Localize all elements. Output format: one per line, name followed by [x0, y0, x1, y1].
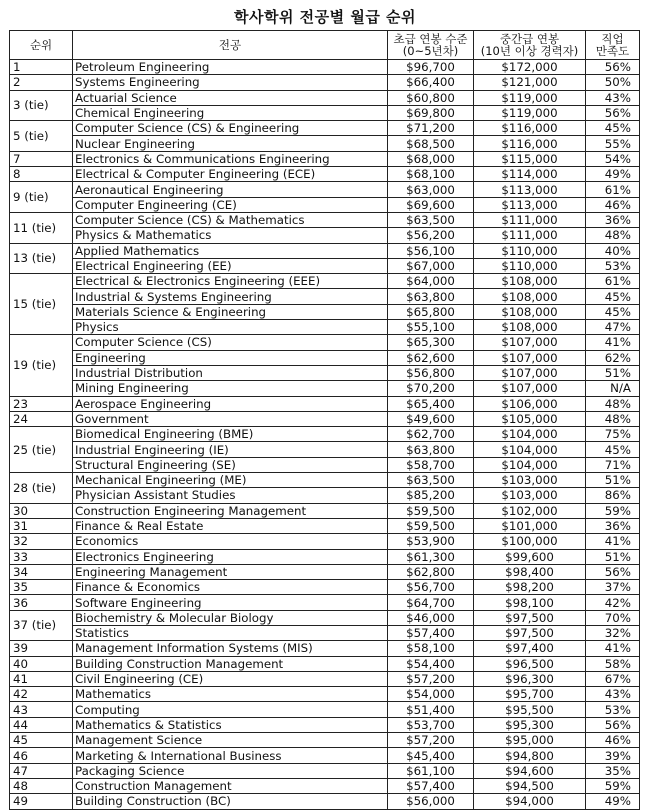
mid-salary-cell: $114,000 [474, 167, 586, 182]
early-salary-cell: $62,700 [388, 427, 474, 442]
header-mid-salary-line2: (10년 이상 경력자) [480, 44, 579, 58]
header-early-salary [388, 31, 474, 60]
major-cell: Computer Science (CS) & Mathematics [73, 212, 388, 227]
early-salary-cell: $57,400 [388, 778, 474, 793]
mid-salary-cell: $113,000 [474, 197, 586, 212]
satisfaction-cell: 45% [586, 304, 640, 319]
table-row [10, 549, 640, 564]
rank-cell: 33 [10, 549, 73, 564]
major-cell: Structural Engineering (SE) [73, 457, 388, 472]
rank-cell: 40 [10, 656, 73, 671]
early-salary-cell: $62,800 [388, 564, 474, 579]
table-row [10, 182, 640, 197]
rank-cell: 15 (tie) [10, 274, 73, 335]
major-cell: Physics & Mathematics [73, 228, 388, 243]
major-cell: Construction Management [73, 778, 388, 793]
early-salary-cell: $71,200 [388, 121, 474, 136]
early-salary-cell: $64,000 [388, 274, 474, 289]
early-salary-cell: $46,000 [388, 610, 474, 625]
major-cell: Computer Science (CS) & Engineering [73, 121, 388, 136]
early-salary-cell: $65,800 [388, 304, 474, 319]
table-row [10, 473, 640, 488]
table-row [10, 335, 640, 350]
major-cell: Nuclear Engineering [73, 136, 388, 151]
table-row [10, 289, 640, 304]
rank-cell: 8 [10, 167, 73, 182]
rank-cell: 43 [10, 702, 73, 717]
early-salary-cell: $70,200 [388, 381, 474, 396]
rank-cell: 2 [10, 75, 73, 90]
mid-salary-cell: $99,600 [474, 549, 586, 564]
major-cell: Petroleum Engineering [73, 60, 388, 75]
major-cell: Management Science [73, 733, 388, 748]
mid-salary-cell: $101,000 [474, 518, 586, 533]
early-salary-cell: $57,200 [388, 671, 474, 686]
rank-cell: 34 [10, 564, 73, 579]
rank-cell: 32 [10, 534, 73, 549]
major-cell: Computing [73, 702, 388, 717]
major-cell: Management Information Systems (MIS) [73, 641, 388, 656]
mid-salary-cell: $113,000 [474, 182, 586, 197]
major-cell: Electronics Engineering [73, 549, 388, 564]
mid-salary-cell: $105,000 [474, 411, 586, 426]
early-salary-cell: $85,200 [388, 488, 474, 503]
header-mid-salary [474, 31, 586, 60]
early-salary-cell: $45,400 [388, 748, 474, 763]
table-row [10, 671, 640, 686]
mid-salary-cell: $108,000 [474, 320, 586, 335]
major-cell: Computer Engineering (CE) [73, 197, 388, 212]
major-cell: Finance & Economics [73, 580, 388, 595]
early-salary-cell: $49,600 [388, 411, 474, 426]
major-cell: Mechanical Engineering (ME) [73, 473, 388, 488]
rank-cell: 28 (tie) [10, 473, 73, 504]
mid-salary-cell: $108,000 [474, 289, 586, 304]
early-salary-cell: $60,800 [388, 90, 474, 105]
rank-cell: 25 (tie) [10, 427, 73, 473]
early-salary-cell: $64,700 [388, 595, 474, 610]
satisfaction-cell: 58% [586, 656, 640, 671]
mid-salary-cell: $95,500 [474, 702, 586, 717]
satisfaction-cell: 59% [586, 778, 640, 793]
mid-salary-cell: $107,000 [474, 365, 586, 380]
major-cell: Packaging Science [73, 763, 388, 778]
satisfaction-cell: 70% [586, 610, 640, 625]
table-body [10, 60, 640, 810]
major-cell: Industrial Engineering (IE) [73, 442, 388, 457]
early-salary-cell: $63,800 [388, 289, 474, 304]
major-cell: Economics [73, 534, 388, 549]
mid-salary-cell: $106,000 [474, 396, 586, 411]
rank-cell: 24 [10, 411, 73, 426]
satisfaction-cell: 48% [586, 396, 640, 411]
rank-cell: 1 [10, 60, 73, 75]
early-salary-cell: $56,200 [388, 228, 474, 243]
rank-cell: 9 (tie) [10, 182, 73, 213]
mid-salary-cell: $103,000 [474, 473, 586, 488]
mid-salary-cell: $102,000 [474, 503, 586, 518]
satisfaction-cell: 36% [586, 212, 640, 227]
rank-cell: 46 [10, 748, 73, 763]
satisfaction-cell: 51% [586, 549, 640, 564]
satisfaction-cell: 61% [586, 274, 640, 289]
major-cell: Electronics & Communications Engineering [73, 151, 388, 166]
major-cell: Systems Engineering [73, 75, 388, 90]
early-salary-cell: $67,000 [388, 258, 474, 273]
mid-salary-cell: $95,700 [474, 687, 586, 702]
table-row [10, 197, 640, 212]
major-cell: Physics [73, 320, 388, 335]
major-cell: Electrical Engineering (EE) [73, 258, 388, 273]
satisfaction-cell: 56% [586, 564, 640, 579]
satisfaction-cell: 46% [586, 733, 640, 748]
mid-salary-cell: $96,300 [474, 671, 586, 686]
early-salary-cell: $51,400 [388, 702, 474, 717]
satisfaction-cell: 36% [586, 518, 640, 533]
early-salary-cell: $53,700 [388, 717, 474, 732]
major-cell: Mining Engineering [73, 381, 388, 396]
rank-cell: 44 [10, 717, 73, 732]
major-cell: Chemical Engineering [73, 105, 388, 120]
mid-salary-cell: $104,000 [474, 427, 586, 442]
early-salary-cell: $56,700 [388, 580, 474, 595]
mid-salary-cell: $94,600 [474, 763, 586, 778]
satisfaction-cell: 53% [586, 702, 640, 717]
mid-salary-cell: $98,100 [474, 595, 586, 610]
rank-cell: 47 [10, 763, 73, 778]
table-row [10, 90, 640, 105]
mid-salary-cell: $121,000 [474, 75, 586, 90]
satisfaction-cell: 62% [586, 350, 640, 365]
rank-cell: 11 (tie) [10, 212, 73, 243]
satisfaction-cell: 43% [586, 90, 640, 105]
early-salary-cell: $54,000 [388, 687, 474, 702]
rank-cell: 5 (tie) [10, 121, 73, 152]
mid-salary-cell: $104,000 [474, 442, 586, 457]
table-row [10, 488, 640, 503]
rank-cell: 36 [10, 595, 73, 610]
mid-salary-cell: $94,500 [474, 778, 586, 793]
early-salary-cell: $96,700 [388, 60, 474, 75]
rank-cell: 37 (tie) [10, 610, 73, 641]
mid-salary-cell: $98,200 [474, 580, 586, 595]
major-cell: Electrical & Electronics Engineering (EEE) [73, 274, 388, 289]
early-salary-cell: $55,100 [388, 320, 474, 335]
table-row [10, 121, 640, 136]
rank-cell: 42 [10, 687, 73, 702]
major-cell: Engineering [73, 350, 388, 365]
major-cell: Building Construction (BC) [73, 794, 388, 809]
major-cell: Software Engineering [73, 595, 388, 610]
table-row [10, 228, 640, 243]
rank-cell: 3 (tie) [10, 90, 73, 121]
major-cell: Aerospace Engineering [73, 396, 388, 411]
mid-salary-cell: $107,000 [474, 381, 586, 396]
early-salary-cell: $59,500 [388, 518, 474, 533]
major-cell: Statistics [73, 625, 388, 640]
satisfaction-cell: 49% [586, 794, 640, 809]
satisfaction-cell: 48% [586, 411, 640, 426]
early-salary-cell: $57,200 [388, 733, 474, 748]
satisfaction-cell: 43% [586, 687, 640, 702]
table-row [10, 763, 640, 778]
early-salary-cell: $63,000 [388, 182, 474, 197]
mid-salary-cell: $108,000 [474, 274, 586, 289]
table-row [10, 687, 640, 702]
table-row [10, 396, 640, 411]
table-row [10, 381, 640, 396]
satisfaction-cell: 51% [586, 473, 640, 488]
rank-cell: 39 [10, 641, 73, 656]
major-cell: Finance & Real Estate [73, 518, 388, 533]
satisfaction-cell: 45% [586, 442, 640, 457]
major-cell: Industrial Distribution [73, 365, 388, 380]
header-major: 전공 [73, 31, 388, 60]
satisfaction-cell: 56% [586, 60, 640, 75]
header-satisfaction [586, 31, 640, 60]
major-cell: Applied Mathematics [73, 243, 388, 258]
mid-salary-cell: $119,000 [474, 90, 586, 105]
early-salary-cell: $57,400 [388, 625, 474, 640]
early-salary-cell: $68,000 [388, 151, 474, 166]
satisfaction-cell: 35% [586, 763, 640, 778]
satisfaction-cell: 32% [586, 625, 640, 640]
early-salary-cell: $66,400 [388, 75, 474, 90]
satisfaction-cell: 71% [586, 457, 640, 472]
table-row [10, 304, 640, 319]
page-title: 학사학위 전공별 월급 순위 [233, 8, 417, 26]
satisfaction-cell: 41% [586, 641, 640, 656]
table-row [10, 625, 640, 640]
mid-salary-cell: $107,000 [474, 335, 586, 350]
satisfaction-cell: 53% [586, 258, 640, 273]
mid-salary-cell: $97,500 [474, 610, 586, 625]
table-row [10, 610, 640, 625]
mid-salary-cell: $110,000 [474, 258, 586, 273]
rank-cell: 49 [10, 794, 73, 809]
header-satisfaction-line2: 만족도 [595, 44, 630, 58]
satisfaction-cell: 46% [586, 197, 640, 212]
mid-salary-cell: $98,400 [474, 564, 586, 579]
mid-salary-cell: $172,000 [474, 60, 586, 75]
satisfaction-cell: 56% [586, 717, 640, 732]
early-salary-cell: $56,100 [388, 243, 474, 258]
mid-salary-cell: $111,000 [474, 228, 586, 243]
rank-cell: 45 [10, 733, 73, 748]
mid-salary-cell: $94,800 [474, 748, 586, 763]
major-cell: Mathematics [73, 687, 388, 702]
satisfaction-cell: 39% [586, 748, 640, 763]
rank-cell: 23 [10, 396, 73, 411]
major-cell: Physician Assistant Studies [73, 488, 388, 503]
table-row [10, 243, 640, 258]
satisfaction-cell: 48% [586, 228, 640, 243]
satisfaction-cell: 41% [586, 335, 640, 350]
table-row [10, 518, 640, 533]
early-salary-cell: $61,100 [388, 763, 474, 778]
satisfaction-cell: 75% [586, 427, 640, 442]
rank-cell: 13 (tie) [10, 243, 73, 274]
early-salary-cell: $58,100 [388, 641, 474, 656]
table-row [10, 60, 640, 75]
major-cell: Civil Engineering (CE) [73, 671, 388, 686]
satisfaction-cell: 59% [586, 503, 640, 518]
mid-salary-cell: $97,400 [474, 641, 586, 656]
rank-cell: 7 [10, 151, 73, 166]
early-salary-cell: $59,500 [388, 503, 474, 518]
satisfaction-cell: N/A [586, 381, 640, 396]
early-salary-cell: $62,600 [388, 350, 474, 365]
mid-salary-cell: $116,000 [474, 121, 586, 136]
major-cell: Building Construction Management [73, 656, 388, 671]
table-row [10, 733, 640, 748]
major-cell: Construction Engineering Management [73, 503, 388, 518]
table-row [10, 350, 640, 365]
rank-cell: 19 (tie) [10, 335, 73, 396]
table-row [10, 702, 640, 717]
early-salary-cell: $53,900 [388, 534, 474, 549]
rank-cell: 35 [10, 580, 73, 595]
satisfaction-cell: 42% [586, 595, 640, 610]
satisfaction-cell: 45% [586, 121, 640, 136]
table-row [10, 151, 640, 166]
mid-salary-cell: $95,300 [474, 717, 586, 732]
mid-salary-cell: $104,000 [474, 457, 586, 472]
major-cell: Marketing & International Business [73, 748, 388, 763]
major-cell: Biochemistry & Molecular Biology [73, 610, 388, 625]
major-cell: Actuarial Science [73, 90, 388, 105]
table-row [10, 442, 640, 457]
mid-salary-cell: $108,000 [474, 304, 586, 319]
early-salary-cell: $69,800 [388, 105, 474, 120]
satisfaction-cell: 37% [586, 580, 640, 595]
table-row [10, 717, 640, 732]
mid-salary-cell: $115,000 [474, 151, 586, 166]
mid-salary-cell: $103,000 [474, 488, 586, 503]
mid-salary-cell: $95,000 [474, 733, 586, 748]
early-salary-cell: $56,000 [388, 794, 474, 809]
header-early-salary-line1: 초급 연봉 수준 [393, 32, 468, 46]
satisfaction-cell: 61% [586, 182, 640, 197]
table-row [10, 503, 640, 518]
table-row [10, 212, 640, 227]
early-salary-cell: $61,300 [388, 549, 474, 564]
table-row [10, 794, 640, 809]
early-salary-cell: $54,400 [388, 656, 474, 671]
header-early-salary-line2: (0~5년차) [402, 44, 459, 58]
header-rank: 순위 [10, 31, 73, 60]
major-cell: Computer Science (CS) [73, 335, 388, 350]
header-satisfaction-line1: 직업 [601, 32, 624, 46]
major-cell: Mathematics & Statistics [73, 717, 388, 732]
early-salary-cell: $65,400 [388, 396, 474, 411]
major-cell: Materials Science & Engineering [73, 304, 388, 319]
table-row [10, 75, 640, 90]
mid-salary-cell: $111,000 [474, 212, 586, 227]
early-salary-cell: $65,300 [388, 335, 474, 350]
table-row [10, 105, 640, 120]
table-row [10, 564, 640, 579]
table-row [10, 580, 640, 595]
early-salary-cell: $58,700 [388, 457, 474, 472]
satisfaction-cell: 45% [586, 289, 640, 304]
table-row [10, 411, 640, 426]
mid-salary-cell: $116,000 [474, 136, 586, 151]
table-row [10, 274, 640, 289]
mid-salary-cell: $97,500 [474, 625, 586, 640]
table-row [10, 258, 640, 273]
satisfaction-cell: 49% [586, 167, 640, 182]
major-cell: Engineering Management [73, 564, 388, 579]
major-cell: Industrial & Systems Engineering [73, 289, 388, 304]
rank-cell: 48 [10, 778, 73, 793]
table-row [10, 136, 640, 151]
table-row [10, 595, 640, 610]
early-salary-cell: $69,600 [388, 197, 474, 212]
table-row [10, 365, 640, 380]
satisfaction-cell: 47% [586, 320, 640, 335]
early-salary-cell: $56,800 [388, 365, 474, 380]
early-salary-cell: $63,500 [388, 212, 474, 227]
rank-cell: 31 [10, 518, 73, 533]
satisfaction-cell: 55% [586, 136, 640, 151]
table-row [10, 167, 640, 182]
mid-salary-cell: $119,000 [474, 105, 586, 120]
table-row [10, 748, 640, 763]
mid-salary-cell: $96,500 [474, 656, 586, 671]
mid-salary-cell: $94,000 [474, 794, 586, 809]
satisfaction-cell: 67% [586, 671, 640, 686]
major-cell: Electrical & Computer Engineering (ECE) [73, 167, 388, 182]
satisfaction-cell: 56% [586, 105, 640, 120]
table-row [10, 427, 640, 442]
table-row [10, 320, 640, 335]
early-salary-cell: $68,100 [388, 167, 474, 182]
major-cell: Government [73, 411, 388, 426]
satisfaction-cell: 54% [586, 151, 640, 166]
mid-salary-cell: $107,000 [474, 350, 586, 365]
early-salary-cell: $63,800 [388, 442, 474, 457]
table-row [10, 656, 640, 671]
satisfaction-cell: 50% [586, 75, 640, 90]
header-mid-salary-line1: 중간급 연봉 [499, 32, 560, 46]
major-cell: Biomedical Engineering (BME) [73, 427, 388, 442]
table-row [10, 641, 640, 656]
table-header [10, 31, 640, 60]
mid-salary-cell: $110,000 [474, 243, 586, 258]
rank-cell: 41 [10, 671, 73, 686]
major-cell: Aeronautical Engineering [73, 182, 388, 197]
satisfaction-cell: 41% [586, 534, 640, 549]
salary-table [9, 30, 640, 810]
early-salary-cell: $63,500 [388, 473, 474, 488]
satisfaction-cell: 40% [586, 243, 640, 258]
rank-cell: 30 [10, 503, 73, 518]
early-salary-cell: $68,500 [388, 136, 474, 151]
mid-salary-cell: $100,000 [474, 534, 586, 549]
table-row [10, 778, 640, 793]
table-row [10, 457, 640, 472]
satisfaction-cell: 86% [586, 488, 640, 503]
satisfaction-cell: 51% [586, 365, 640, 380]
table-row [10, 534, 640, 549]
